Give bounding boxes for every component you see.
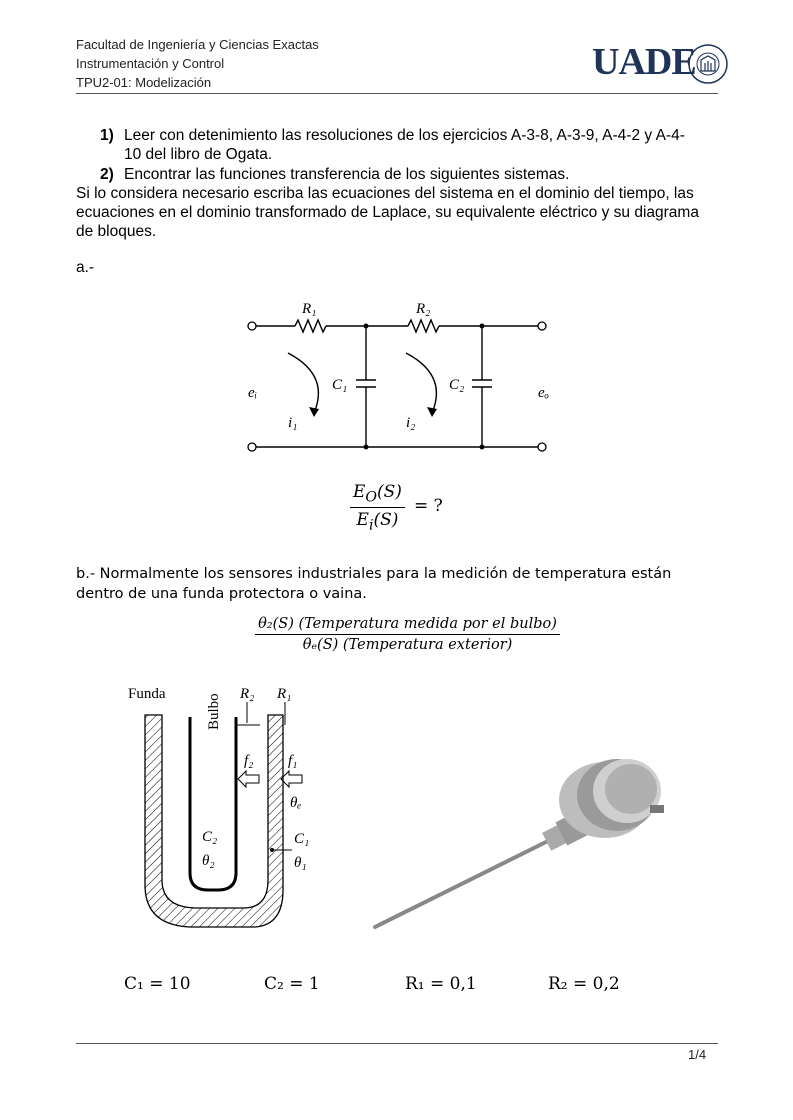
label-funda: Funda	[128, 686, 166, 702]
label-eo: eₒ	[538, 385, 549, 401]
label-c2-fig: C₂	[202, 829, 218, 845]
part-a-label: a.-	[76, 259, 95, 276]
part-b-text: b.- Normalmente los sensores industriales para la medición de temperatura están	[76, 566, 672, 582]
page-number: 1/4	[688, 1047, 707, 1062]
thermal-sheath-diagram	[120, 675, 330, 940]
label-r2: R₂	[416, 301, 431, 317]
label-bulbo: Bulbo	[206, 693, 222, 730]
formula-rhs: = ?	[414, 496, 443, 516]
label-ei: eᵢ	[248, 385, 258, 401]
item-1-text: Leer con detenimiento las resoluciones de los ejercicios A-3-8, A-3-9, A-4-2 y A-4-	[124, 127, 685, 144]
rc-ladder-circuit	[230, 295, 570, 470]
part-b-text-cont: dentro de una funda protectora o vaina.	[76, 586, 367, 602]
transfer-function-b: θ₂(S) (Temperatura medida por el bulbo) θₑ(S) (Temperatura exterior)	[255, 616, 560, 653]
constant-c2: C₂ = 1	[264, 974, 320, 994]
label-c1: C₁	[332, 377, 348, 393]
label-c2: C₂	[449, 377, 465, 393]
temperature-sensor-photo	[365, 755, 710, 940]
header-course: Instrumentación y Control	[76, 56, 225, 71]
item-2-number: 2)	[100, 166, 114, 183]
label-theta2: θ₂	[202, 853, 215, 869]
label-c1-fig: C₁	[294, 831, 310, 847]
label-r2-fig: R₂	[240, 686, 255, 702]
transfer-function-a: $\frac{E_O(S)}{E_i(S)}$	[350, 482, 405, 534]
label-f2: f₂	[244, 753, 254, 769]
header-divider	[76, 93, 718, 94]
header-faculty: Facultad de Ingeniería y Ciencias Exactas	[76, 37, 319, 52]
label-theta-e: θₑ	[290, 795, 302, 811]
label-i2: i₂	[406, 415, 416, 431]
constant-c1: C₁ = 10	[124, 974, 191, 994]
label-f1: f₁	[288, 753, 298, 769]
constant-r2: R₂ = 0,2	[548, 974, 620, 994]
label-r1-fig: R₁	[277, 686, 292, 702]
label-theta1: θ₁	[294, 855, 307, 871]
paragraph-line: ecuaciones en el dominio transformado de Laplace, su equivalente eléctrico y su diagrama	[76, 204, 699, 221]
footer-divider	[76, 1043, 718, 1044]
paragraph-line: Si lo considera necesario escriba las ecuaciones del sistema en el dominio del tiempo, las	[76, 185, 694, 202]
item-2-text: Encontrar las funciones transferencia de los siguientes sistemas.	[124, 166, 570, 183]
paragraph-line: de bloques.	[76, 223, 157, 240]
header-assignment: TPU2-01: Modelización	[76, 75, 212, 90]
fundacion-seal-logo	[686, 42, 730, 86]
uade-logo: UADE	[592, 41, 696, 83]
item-1-number: 1)	[100, 127, 114, 144]
label-i1: i₁	[288, 415, 298, 431]
constant-r1: R₁ = 0,1	[405, 974, 477, 994]
item-1-text-cont: 10 del libro de Ogata.	[124, 146, 273, 163]
label-r1: R₁	[302, 301, 317, 317]
